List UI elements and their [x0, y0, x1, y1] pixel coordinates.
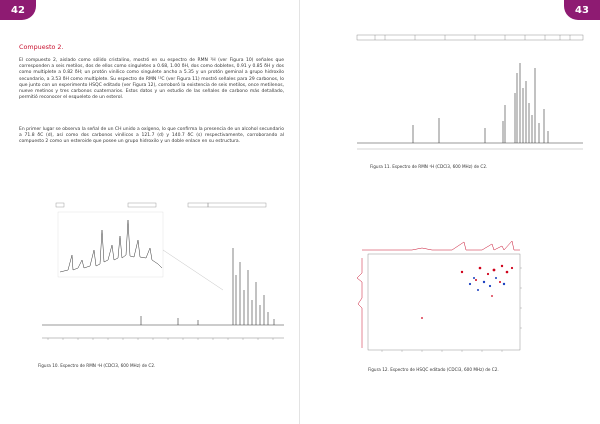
page-number-right: 43	[564, 0, 600, 20]
section-title: Compuesto 2.	[19, 43, 64, 51]
body-paragraph-2: En primer lugar se observa la señal de un CH unido a oxígeno, lo que confirma la presencia de un alcohol secundario a 71.8 δC (d), así como dos carbonos vinílicos a 121.7 (d) y 140.7 δC (s) respectivamente, corroborando al compuesto 2 como un esteroide que posee un grupo hidroxilo y un doble enlace en su estructura.	[19, 127, 284, 145]
figure-12-caption: Figura 12. Espectro de HSQC editado (CDCl3, 600 MHz) de C2.	[368, 367, 499, 372]
figure-12-hsqc	[352, 238, 532, 360]
page-divider	[299, 0, 300, 424]
figure-10-spectrum	[38, 200, 288, 360]
figure-10-caption: Figura 10. Espectro de RMN ¹H (CDCl3, 600 MHz) de C2.	[38, 363, 156, 368]
body-paragraph-1: El compuesto 2, aislado como sólido cristalino, mostró en su espectro de RMN ¹H (ver Figura 10) señales que corresponden a seis metilos, dos de ellos como singuletes a 0.68, 1.00 δH, dos como dobletes, 0.91 y 0.85 δH y dos como multiplete a 0.82 δH; un protón vinílico como singulete ancho a 5.35 y un protón geminal a grupo hidroxilo secundario, a 3.53 δH como multiplete. Su espectro de RMN ¹³C (ver Figura 11) mostró señales para 29 carbonos, lo que junto con un experimento HSQC editado (ver Figura 12), corroboró la existencia de seis metilos, once metilenos, nueve metinos y tres carbonos cuaternarios. Estos datos y un estudio de las señales de carbono más detallado, permitió reconocer el esqueleto de un esterol.	[19, 58, 284, 101]
page-number-left: 42	[0, 0, 36, 20]
figure-11-caption: Figura 11. Espectro de RMN ¹H (CDCl3, 600 MHz) de C2.	[370, 164, 488, 169]
figure-11-spectrum	[355, 33, 585, 153]
